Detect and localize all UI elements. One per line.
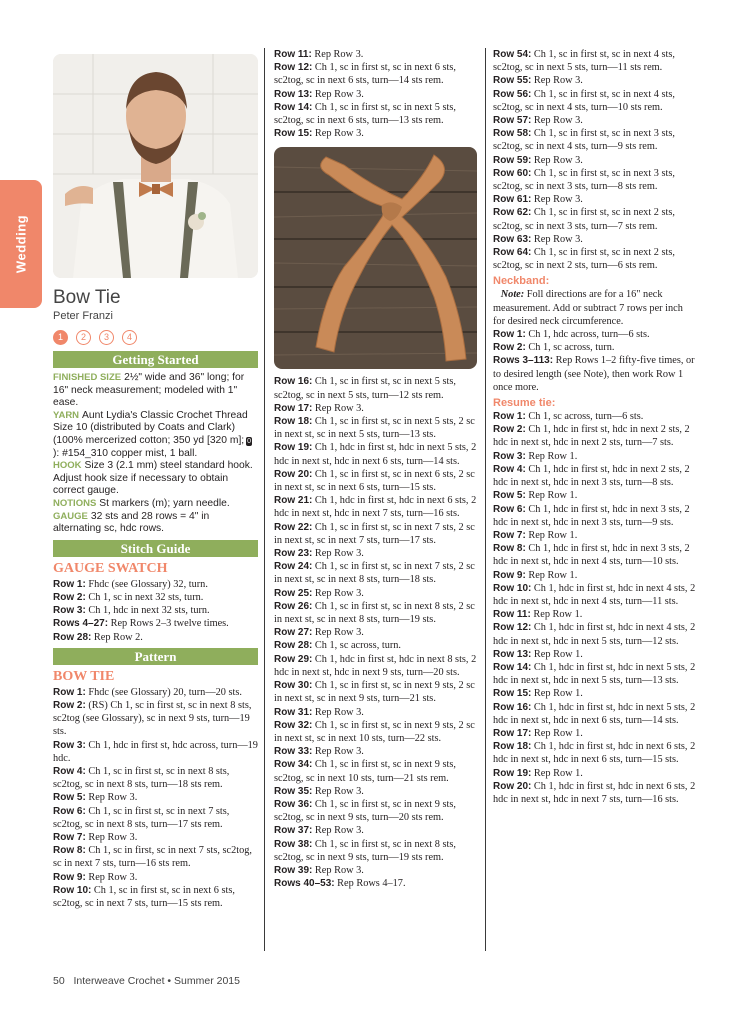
- row-label: Row 31:: [274, 706, 313, 718]
- row-text: Rep Row 3.: [533, 233, 583, 245]
- spec-label: YARN: [53, 409, 80, 421]
- row-label: Row 16:: [493, 701, 532, 713]
- row-text: Rep Rows 4–17.: [337, 878, 406, 890]
- row-text: Ch 1, hdc in first st, hdc in next 6 sts, 2 hdc in next st, hdc in next 7 sts, turn—16 sts.: [274, 495, 477, 520]
- row-label: Row 64:: [493, 247, 532, 259]
- row-text: Rep Row 3.: [88, 831, 138, 843]
- pattern-row: [493, 503, 696, 529]
- row-label: Row 18:: [274, 416, 313, 428]
- pattern-row: [274, 494, 477, 520]
- row-text: Ch 1, sc across, turn—6 sts.: [528, 411, 644, 423]
- row-label: Rows 4–27:: [53, 618, 109, 630]
- row-text: Rep Row 3.: [88, 871, 138, 883]
- row-label: Row 20:: [274, 468, 313, 480]
- pattern-row: [274, 560, 477, 586]
- pattern-row: [274, 547, 477, 560]
- spec-yarn: [53, 410, 258, 460]
- pattern-row: [274, 639, 477, 652]
- row-text: Ch 1, sc across, turn.: [314, 640, 402, 652]
- row-label: Row 2:: [493, 424, 526, 436]
- pattern-row: [493, 423, 696, 449]
- note-text: Foll directions are for a 16" neck measurement. Add or subtract 7 rows per inch for desired neck circumference.: [493, 289, 683, 327]
- row-text: Ch 1, sc in first st, sc in next 5 sts, 2 sc in next st, sc in next 5 sts, turn—13 sts.: [274, 416, 475, 441]
- pattern-row: [493, 206, 696, 232]
- row-text: Rep Row 1.: [533, 688, 583, 700]
- row-label: Row 27:: [274, 627, 313, 639]
- pattern-row: [274, 600, 477, 626]
- row-label: Row 4:: [53, 765, 86, 777]
- pattern-row: [274, 48, 477, 61]
- pattern-title: Bow Tie: [53, 287, 121, 308]
- row-text: Rep Row 3.: [314, 128, 364, 140]
- row-text: Rep Row 3.: [314, 402, 364, 414]
- spec-label: FINISHED SIZE: [53, 372, 122, 383]
- column-divider: [485, 48, 486, 951]
- pattern-row: [53, 686, 258, 699]
- row-text: Ch 1, sc across, turn.: [528, 342, 615, 354]
- row-label: Row 11:: [493, 609, 531, 621]
- pattern-row: [274, 626, 477, 639]
- row-text: Ch 1, sc in next 32 sts, turn.: [88, 591, 204, 603]
- pattern-row: [274, 101, 477, 127]
- bow-tie-rows: [274, 48, 477, 140]
- row-label: Row 12:: [493, 622, 532, 634]
- row-text: Rep Row 3.: [314, 627, 364, 639]
- row-text: Ch 1, sc in first st, sc in next 6 sts, sc2tog, sc in next 7 sts, turn—15 sts rem.: [53, 884, 235, 909]
- pattern-row: [274, 798, 477, 824]
- spec-finished-size: [53, 372, 258, 410]
- row-text: Ch 1, sc in first st, sc in next 6 sts, sc2tog, sc in next 6 sts, turn—14 sts rem.: [274, 62, 456, 87]
- row-label: Row 29:: [274, 653, 313, 665]
- row-label: Row 8:: [53, 845, 86, 857]
- pattern-row: [493, 114, 696, 127]
- designer-name: Peter Franzi: [53, 310, 113, 322]
- row-text: Rep Row 3.: [533, 115, 583, 127]
- row-label: Row 6:: [53, 805, 86, 817]
- row-text: Rep Row 3.: [314, 548, 364, 560]
- spec-label: HOOK: [53, 460, 82, 472]
- spec-notions: [53, 498, 258, 511]
- row-label: Row 32:: [274, 719, 313, 731]
- neckband-heading: Neckband:: [493, 275, 550, 288]
- pattern-row: [493, 780, 696, 806]
- pattern-row: [274, 838, 477, 864]
- spec-text: St markers (m); yarn needle.: [99, 497, 230, 509]
- row-label: Row 38:: [274, 838, 313, 850]
- row-text: Rep Row 3.: [314, 864, 364, 876]
- pattern-row: [493, 569, 696, 582]
- pattern-row: [274, 745, 477, 758]
- row-text: Ch 1, hdc in first st, hdc in next 5 sts, 2 hdc in next st, hdc in next 5 sts, turn—13 sts.: [493, 661, 696, 687]
- row-text: Ch 1, hdc in first st, hdc in next 2 sts, 2 hdc in next st, hdc in next 2 sts, turn—7 sts.: [493, 424, 690, 449]
- pattern-row: [493, 648, 696, 661]
- pattern-row: [53, 631, 258, 644]
- row-label: Row 30:: [274, 680, 313, 692]
- row-text: Ch 1, hdc in first st, hdc in next 8 sts, 2 hdc in next st, hdc in next 9 sts, turn—20 sts.: [274, 653, 477, 678]
- spec-text: 2½" wide and 36" long; for 16" neck measurement; modeled with 1" ease.: [53, 372, 245, 409]
- row-text: Ch 1, sc in first st, sc in next 2 sts, sc2tog, sc in next 3 sts, turn—7 sts rem.: [493, 207, 675, 232]
- row-label: Row 61:: [493, 194, 532, 206]
- row-label: Row 22:: [274, 521, 313, 533]
- row-text: Rep Row 1.: [528, 529, 578, 541]
- pattern-row: [274, 61, 477, 87]
- row-text: Rep Row 1.: [528, 569, 578, 581]
- row-label: Row 8:: [493, 543, 526, 555]
- pattern-row: [493, 74, 696, 87]
- resume-tie-rows: [493, 410, 696, 806]
- row-text: Rep Row 3.: [533, 75, 583, 87]
- row-text: Ch 1, sc in first st, sc in next 9 sts, sc2tog, sc in next 10 sts, turn—21 sts rem.: [274, 759, 456, 784]
- row-label: Row 23:: [274, 548, 313, 560]
- section-tab: [0, 180, 42, 308]
- row-text: Rep Row 3.: [314, 785, 364, 797]
- getting-started-heading: Getting Started: [53, 351, 258, 368]
- row-label: Row 62:: [493, 207, 532, 219]
- row-label: Row 9:: [493, 569, 526, 581]
- row-label: Row 36:: [274, 798, 313, 810]
- row-text: Fhdc (see Glossary) 32, turn.: [88, 578, 208, 590]
- row-text: Ch 1, sc in first, sc in next 7 sts, sc2tog, sc in next 7 sts, turn—16 sts rem.: [53, 845, 252, 870]
- row-label: Rows 3–113:: [493, 355, 554, 367]
- row-label: Row 28:: [274, 640, 313, 652]
- row-label: Row 17:: [493, 727, 532, 739]
- row-text: Rep Row 1.: [533, 727, 583, 739]
- row-label: Row 11:: [274, 49, 312, 60]
- pattern-row: [53, 739, 258, 765]
- row-label: Row 15:: [274, 128, 313, 140]
- pattern-row: [493, 410, 696, 423]
- row-label: Row 3:: [53, 605, 86, 617]
- pattern-row: [493, 246, 696, 272]
- row-label: Row 6:: [493, 503, 526, 515]
- row-label: Row 1:: [53, 686, 86, 698]
- spec-text: 32 sts and 28 rows = 4" in alternating sc, hdc rows.: [53, 510, 210, 535]
- yarn-weight-badge: 0: [247, 437, 252, 445]
- row-text: Rep Row 1.: [533, 609, 583, 621]
- pattern-row: [53, 831, 258, 844]
- row-text: Ch 1, sc in first st, sc in next 5 sts, sc2tog, sc in next 6 sts, turn—13 sts rem.: [274, 101, 456, 127]
- pattern-row: [493, 233, 696, 246]
- pattern-row: [274, 864, 477, 877]
- pattern-row: [493, 48, 696, 74]
- gauge-swatch-rows: [53, 578, 258, 644]
- pattern-row: [493, 450, 696, 463]
- row-label: Row 37:: [274, 825, 313, 837]
- skill-level-1: 1: [53, 330, 68, 345]
- row-label: Row 20:: [493, 780, 532, 792]
- row-label: Row 14:: [274, 101, 313, 113]
- skill-level-2: 2: [76, 330, 91, 345]
- pattern-row: [53, 617, 258, 630]
- row-text: Ch 1, hdc in first st, hdc in next 6 sts, 2 hdc in next st, hdc in next 7 sts, turn—16 sts.: [493, 780, 696, 805]
- row-label: Row 1:: [53, 578, 86, 590]
- row-text: Ch 1, hdc in first st, hdc in next 4 sts, 2 hdc in next st, hdc in next 4 sts, turn—11 sts.: [493, 582, 696, 607]
- row-label: Row 1:: [493, 411, 526, 423]
- row-label: Row 13:: [274, 88, 313, 100]
- issue-name: Summer 2015: [174, 975, 240, 987]
- row-text: Ch 1, sc in first st, sc in next 5 sts, sc2tog, sc in next 5 sts, turn—12 sts rem.: [274, 376, 456, 401]
- pattern-row: [274, 706, 477, 719]
- pattern-row: [274, 719, 477, 745]
- row-text: Ch 1, hdc in first st, hdc in next 3 sts, 2 hdc in next st, hdc in next 3 sts, turn—9 sts.: [493, 503, 690, 528]
- row-text: Rep Row 1.: [528, 450, 578, 462]
- row-text: Rep Row 3.: [314, 49, 364, 60]
- row-text: Ch 1, sc in first st, sc in next 8 sts, 2 sc in next st, sc in next 8 sts, turn—19 sts.: [274, 600, 475, 626]
- row-label: Row 10:: [493, 582, 532, 594]
- spec-text: Size 3 (2.1 mm) steel standard hook. Adjust hook size if necessary to obtain correct gauge.: [53, 460, 253, 497]
- skill-level-4: 4: [122, 330, 137, 345]
- row-text: Rep Row 3.: [314, 746, 364, 758]
- pattern-row: [493, 582, 696, 608]
- row-label: Row 3:: [53, 739, 86, 751]
- pattern-row: [53, 884, 258, 910]
- pattern-row: [493, 727, 696, 740]
- row-label: Row 10:: [53, 884, 92, 896]
- row-label: Row 7:: [493, 529, 526, 541]
- publication-name: Interweave Crochet: [73, 975, 165, 987]
- row-label: Row 3:: [493, 450, 526, 462]
- row-label: Row 16:: [274, 376, 313, 388]
- row-label: Row 54:: [493, 49, 532, 60]
- row-label: Row 5:: [53, 792, 86, 804]
- pattern-row: [53, 791, 258, 804]
- row-label: Row 14:: [493, 661, 532, 673]
- row-label: Row 7:: [53, 831, 86, 843]
- row-label: Row 24:: [274, 561, 313, 573]
- row-text: Ch 1, sc in first st, sc in next 9 sts, 2 sc in next st, sc in next 9 sts, turn—21 sts.: [274, 680, 475, 705]
- row-label: Row 15:: [493, 688, 532, 700]
- resume-tie-heading: Resume tie:: [493, 397, 556, 410]
- pattern-row: [274, 521, 477, 547]
- row-text: Ch 1, hdc in first st, hdc in next 2 sts, 2 hdc in next st, hdc in next 3 sts, turn—8 sts.: [493, 463, 690, 489]
- column-3: [493, 48, 696, 806]
- pattern-row: [493, 701, 696, 727]
- row-text: Ch 1, sc in first st, sc in next 3 sts, sc2tog, sc in next 4 sts, turn—9 sts rem.: [493, 128, 675, 153]
- pattern-row: [274, 679, 477, 705]
- row-label: Row 9:: [53, 871, 86, 883]
- row-text: Rep Row 1.: [528, 490, 578, 502]
- pattern-row: [274, 587, 477, 600]
- row-text: Rep Row 3.: [533, 194, 583, 206]
- row-label: Rows 40–53:: [274, 878, 335, 890]
- spec-gauge: [53, 511, 258, 536]
- row-text: Ch 1, sc in first st, sc in next 9 sts, 2 sc in next st, sc in next 10 sts, turn—22 sts.: [274, 719, 475, 744]
- page-number: 50: [53, 975, 65, 987]
- row-text: Ch 1, sc in first st, sc in next 7 sts, sc2tog, sc in next 8 sts, turn—17 sts rem.: [53, 805, 230, 830]
- pattern-row: [53, 844, 258, 870]
- pattern-row: [493, 740, 696, 766]
- row-label: Row 19:: [493, 767, 532, 779]
- row-label: Row 39:: [274, 864, 313, 876]
- row-text: Rep Rows 2–3 twelve times.: [110, 618, 229, 630]
- pattern-row: [53, 578, 258, 591]
- row-text: Ch 1, hdc in first st, hdc in next 4 sts, 2 hdc in next st, hdc in next 5 sts, turn—12 sts.: [493, 622, 696, 647]
- pattern-row: [274, 441, 477, 467]
- pattern-row: [274, 127, 477, 140]
- row-label: Row 25:: [274, 587, 313, 599]
- neckband-rows: [493, 328, 696, 394]
- bow-tie-heading: BOW TIE: [53, 668, 115, 684]
- row-label: Row 33:: [274, 746, 313, 758]
- pattern-row: [53, 805, 258, 831]
- bow-tie-photo: [274, 147, 477, 369]
- pattern-row: [493, 529, 696, 542]
- pattern-row: [493, 608, 696, 621]
- column-1: [53, 48, 258, 910]
- row-text: Ch 1, sc in first st, sc in next 7 sts, 2 sc in next st, sc in next 8 sts, turn—18 sts.: [274, 561, 475, 586]
- spec-hook: [53, 460, 258, 498]
- pattern-row: [53, 699, 258, 739]
- row-label: Row 26:: [274, 600, 313, 612]
- pattern-row: [493, 193, 696, 206]
- spec-text: ): #154_310 copper mist, 1 ball.: [53, 447, 198, 459]
- row-text: Ch 1, hdc across, turn—6 sts.: [528, 329, 650, 341]
- pattern-row: [493, 661, 696, 687]
- row-label: Row 63:: [493, 233, 532, 245]
- pattern-row: [493, 127, 696, 153]
- row-text: Ch 1, hdc in first st, hdc in next 6 sts, 2 hdc in next st, hdc in next 6 sts, turn—15 sts.: [493, 741, 696, 766]
- pattern-row: [493, 542, 696, 568]
- row-text: Fhdc (see Glossary) 20, turn—20 sts.: [88, 686, 242, 698]
- row-text: Rep Row 2.: [93, 631, 143, 643]
- pattern-row: [493, 154, 696, 167]
- row-text: Ch 1, sc in first st, sc in next 4 sts, sc2tog, sc in next 5 sts, turn—11 sts rem.: [493, 49, 675, 74]
- row-label: Row 60:: [493, 167, 532, 179]
- row-text: Rep Row 3.: [314, 825, 364, 837]
- pattern-row: [53, 765, 258, 791]
- row-text: Ch 1, hdc in first st, hdc in next 5 sts, 2 hdc in next st, hdc in next 6 sts, turn—14 sts.: [274, 442, 477, 467]
- skill-levels: [53, 330, 258, 345]
- row-text: Ch 1, sc in first st, sc in next 4 sts, sc2tog, sc in next 4 sts, turn—10 sts rem.: [493, 88, 675, 113]
- column-divider: [264, 48, 265, 951]
- pattern-row: [274, 877, 477, 890]
- footer-bullet: •: [167, 975, 172, 987]
- note-label: Note:: [500, 289, 525, 301]
- row-label: Row 34:: [274, 759, 313, 771]
- row-text: Ch 1, sc in first st, sc in next 3 sts, sc2tog, sc in next 3 sts, turn—8 sts rem.: [493, 167, 675, 193]
- row-text: Ch 1, sc in first st, sc in next 2 sts, sc2tog, sc in next 2 sts, turn—6 sts rem.: [493, 247, 675, 272]
- row-text: Ch 1, sc in first st, sc in next 9 sts, sc2tog, sc in next 9 sts, turn—20 sts rem.: [274, 798, 456, 824]
- row-label: Row 57:: [493, 115, 532, 127]
- page-footer: [53, 975, 240, 987]
- row-label: Row 56:: [493, 88, 532, 100]
- row-text: Ch 1, hdc in first st, hdc across, turn—19 hdc.: [53, 739, 258, 764]
- row-label: Row 2:: [53, 699, 86, 711]
- pattern-row: [493, 767, 696, 780]
- skill-level-3: 3: [99, 330, 114, 345]
- row-text: Ch 1, sc in first st, sc in next 8 sts, sc2tog, sc in next 9 sts, turn—19 sts rem.: [274, 838, 456, 863]
- pattern-row: [53, 591, 258, 604]
- row-text: Ch 1, sc in first st, sc in next 6 sts, 2 sc in next st, sc in next 6 sts, turn—15 sts.: [274, 468, 475, 494]
- bow-tie-rows: [274, 375, 477, 890]
- pattern-row: [274, 758, 477, 784]
- bow-tie-rows: [53, 686, 258, 910]
- row-label: Row 59:: [493, 154, 532, 166]
- row-label: Row 5:: [493, 490, 526, 502]
- row-text: Ch 1, hdc in first st, hdc in next 5 sts, 2 hdc in next st, hdc in next 6 sts, turn—14 sts.: [493, 701, 696, 726]
- row-text: Ch 1, hdc in first st, hdc in next 3 sts, 2 hdc in next st, hdc in next 4 sts, turn—10 sts.: [493, 543, 690, 568]
- pattern-row: [53, 871, 258, 884]
- row-label: Row 17:: [274, 402, 313, 414]
- row-text: Ch 1, hdc in next 32 sts, turn.: [88, 605, 210, 617]
- pattern-row: [493, 88, 696, 114]
- row-text: Rep Row 1.: [533, 648, 583, 660]
- pattern-row: [493, 463, 696, 489]
- row-text: Rep Row 1.: [533, 767, 583, 779]
- pattern-row: [493, 621, 696, 647]
- section-tab-label: Wedding: [13, 214, 29, 274]
- pattern-row: [493, 354, 696, 394]
- gauge-swatch-heading: GAUGE SWATCH: [53, 560, 168, 576]
- row-text: Ch 1, sc in first st, sc in next 8 sts, sc2tog, sc in next 8 sts, turn—18 sts rem.: [53, 765, 230, 791]
- spec-label: NOTIONS: [53, 497, 97, 509]
- spec-label: GAUGE: [53, 510, 88, 522]
- row-text: Rep Row 3.: [314, 587, 364, 599]
- row-text: Ch 1, sc in first st, sc in next 7 sts, 2 sc in next st, sc in next 7 sts, turn—17 sts.: [274, 521, 475, 546]
- row-label: Row 21:: [274, 495, 313, 507]
- row-text: Rep Row 3.: [88, 792, 138, 804]
- pattern-row: [274, 375, 477, 401]
- pattern-row: [53, 604, 258, 617]
- row-label: Row 2:: [493, 342, 526, 354]
- column-2: [274, 48, 477, 890]
- pattern-row: [274, 785, 477, 798]
- row-label: Row 2:: [53, 591, 86, 603]
- pattern-row: [274, 88, 477, 101]
- pattern-row: [274, 468, 477, 494]
- row-label: Row 4:: [493, 463, 526, 475]
- row-label: Row 55:: [493, 75, 532, 87]
- row-text: Rep Row 3.: [533, 154, 583, 166]
- row-label: Row 19:: [274, 442, 313, 454]
- pattern-row: [274, 653, 477, 679]
- row-label: Row 35:: [274, 785, 313, 797]
- spec-text: Aunt Lydia's Classic Crochet Thread Size 10 (distributed by Coats and Clark) (100% mercerized cotton; 350 yd [320 m];: [53, 409, 248, 446]
- row-label: Row 28:: [53, 631, 92, 643]
- row-label: Row 58:: [493, 128, 532, 140]
- pattern-row: [274, 824, 477, 837]
- pattern-row: [493, 167, 696, 193]
- row-label: Row 13:: [493, 648, 532, 660]
- neckband-note: [493, 288, 696, 328]
- row-label: Row 12:: [274, 62, 313, 74]
- row-text: Rep Rows 1–2 fifty-five times, or to desired length (see Note), then work Row 1 once more.: [493, 355, 695, 393]
- pattern-heading: Pattern: [53, 648, 258, 665]
- pattern-row: [493, 489, 696, 502]
- pattern-row: [274, 402, 477, 415]
- pattern-row: [493, 687, 696, 700]
- row-text: Rep Row 3.: [314, 706, 364, 718]
- pattern-row: [493, 328, 696, 341]
- pattern-row: [274, 415, 477, 441]
- row-label: Row 18:: [493, 741, 532, 753]
- model-photo: [53, 54, 258, 278]
- pattern-row: [493, 341, 696, 354]
- row-text: Rep Row 3.: [314, 88, 364, 100]
- row-label: Row 1:: [493, 329, 526, 341]
- bow-tie-rows: [493, 48, 696, 272]
- stitch-guide-heading: Stitch Guide: [53, 540, 258, 557]
- row-text: (RS) Ch 1, sc in first st, sc in next 8 sts, sc2tog (see Glossary), sc in next 9 sts, turn—19 sts.: [53, 699, 252, 738]
